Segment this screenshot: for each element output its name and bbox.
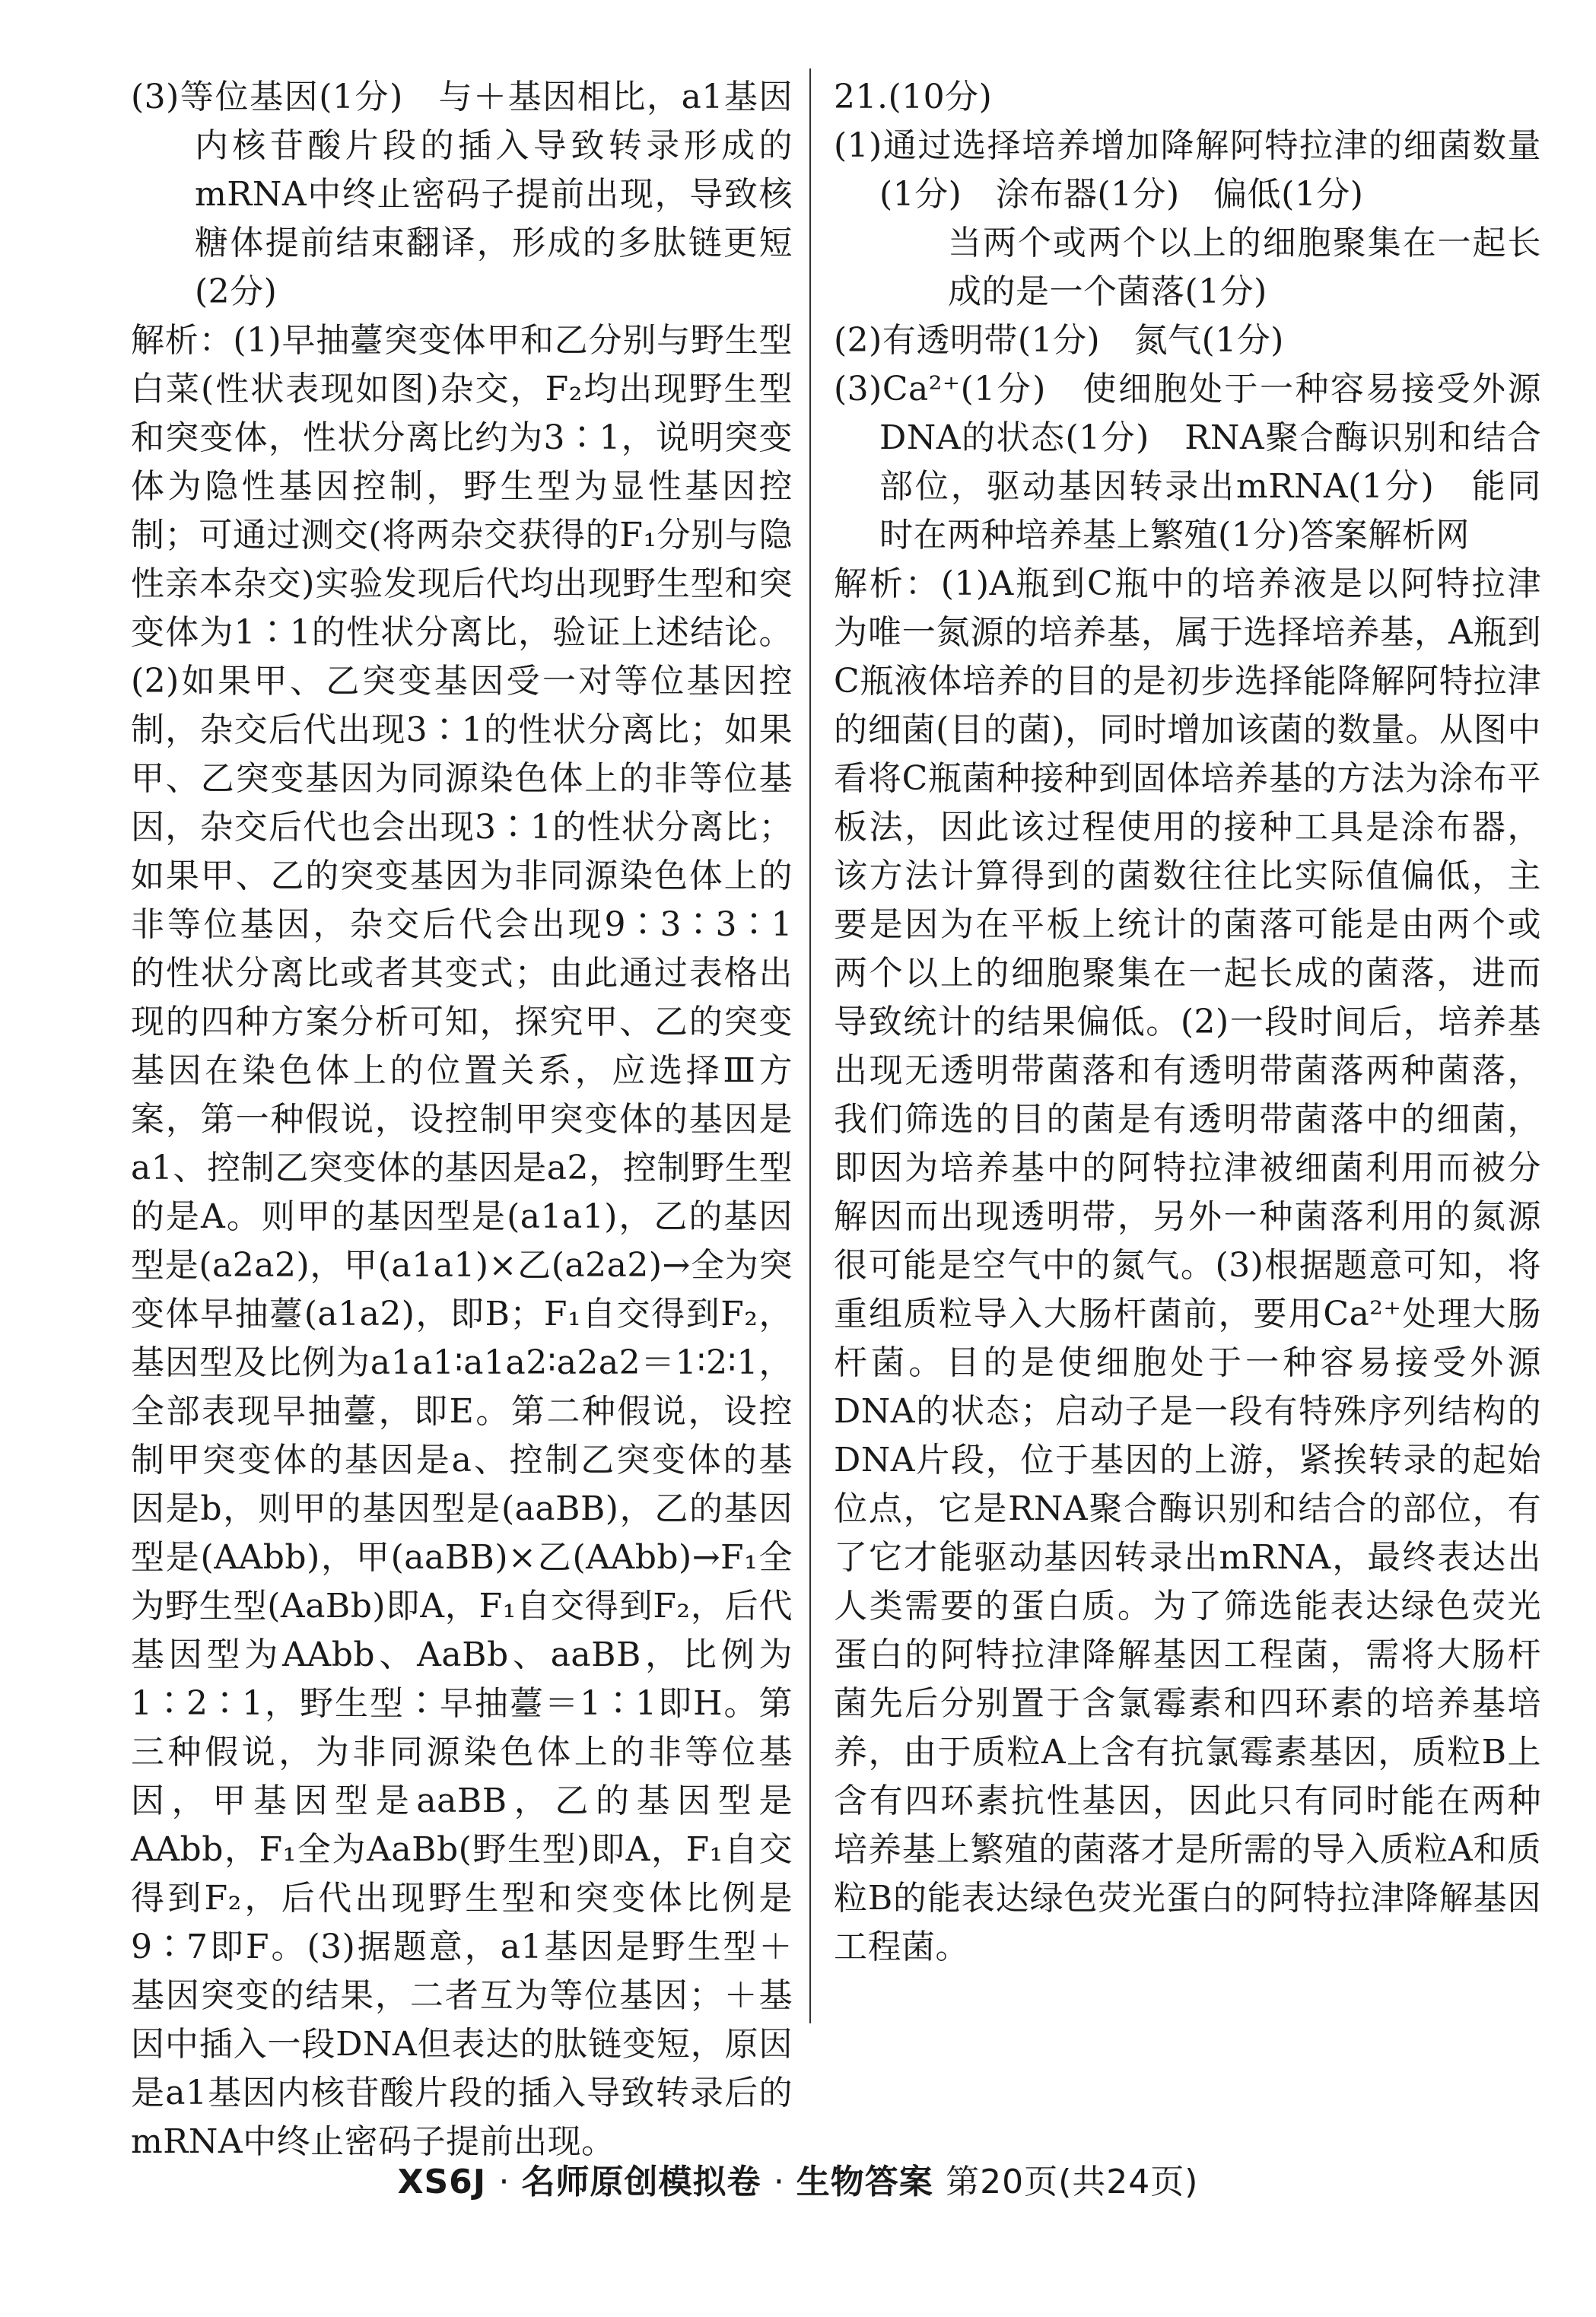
footer-page-number: 第20页(共24页) [946,2163,1199,2201]
answer-20-3: (3)等位基因(1分) 与＋基因相比，a1基因内核苷酸片段的插入导致转录形成的mRNA中终止密码子提前出现，导致核糖体提前结束翻译，形成的多肽链更短(2分) [131,78,793,311]
answer-21-2: (2)有透明带(1分) 氮气(1分) [834,321,1284,360]
column-divider [809,68,811,2023]
footer-series: 名师原创模拟卷 [521,2163,761,2201]
answer-21-3: (3)Ca²⁺(1分) 使细胞处于一种容易接受外源DNA的状态(1分) RNA聚合酶识别和结合部位，驱动基因转录出mRNA(1分) 能同时在两种培养基上繁殖(1分)答案解析网 [834,370,1541,555]
analysis-20: 解析：(1)早抽薹突变体甲和乙分别与野生型白菜(性状表现如图)杂交，F₂均出现野生型和突变体，性状分离比约为3∶1，说明突变体为隐性基因控制，野生型为显性基因控制；可通过测交(将两杂交获得的F₁分别与隐性亲本杂交)实验发现后代均出现野生型和突变体为1∶1的性状分离比，验证上述结论。(2)如果甲、乙突变基因受一对等位基因控制，杂交后代出现3∶1的性状分离比；如果甲、乙突变基因为同源染色体上的非等位基因，杂交后代也会出现3∶1的性状分离比；如果甲、乙的突变基因为非同源染色体上的非等位基因，杂交后代会出现9∶3∶3∶1的性状分离比或者其变式；由此通过表格出现的四种方案分析可知，探究甲、乙的突变基因在染色体上的位置关系，应选择Ⅲ方案，第一种假说，设控制甲突变体的基因是a1、控制乙突变体的基因是a2，控制野生型的是A。则甲的基因型是(a1a1)，乙的基因型是(a2a2)，甲(a1a1)×乙(a2a2)→全为突变体早抽薹(a1a2)，即B；F₁自交得到F₂，基因型及比例为a1a1∶a1a2∶a2a2＝1∶2∶1，全部表现早抽薹，即E。第二种假说，设控制甲突变体的基因是a、控制乙突变体的基因是b，则甲的基因型是(aaBB)，乙的基因型是(AAbb)，甲(aaBB)×乙(AAbb)→F₁全为野生型(AaBb)即A，F₁自交得到F₂，后代基因型为AAbb、AaBb、aaBB，比例为1∶2∶1，野生型∶早抽薹＝1∶1即H。第三种假说，为非同源染色体上的非等位基因，甲基因型是aaBB，乙的基因型是AAbb，F₁全为AaBb(野生型)即A，F₁自交得到F₂，后代出现野生型和突变体比例是9∶7即F。(3)据题意，a1基因是野生型＋基因突变的结果，二者互为等位基因；＋基因中插入一段DNA但表达的肽链变短，原因是a1基因内核苷酸片段的插入导致转录后的mRNA中终止密码子提前出现。 [131,321,793,2161]
analysis-21: 解析：(1)A瓶到C瓶中的培养液是以阿特拉津为唯一氮源的培养基，属于选择培养基，A瓶到C瓶液体培养的目的是初步选择能降解阿特拉津的细菌(目的菌)，同时增加该菌的数量。从图中看将C瓶菌种接种到固体培养基的方法为涂布平板法，因此该过程使用的接种工具是涂布器，该方法计算得到的菌数往往比实际值偏低，主要是因为在平板上统计的菌落可能是由两个或两个以上的细胞聚集在一起长成的菌落，进而导致统计的结果偏低。(2)一段时间后，培养基出现无透明带菌落和有透明带菌落两种菌落，我们筛选的目的菌是有透明带菌落中的细菌，即因为培养基中的阿特拉津被细菌利用而被分解因而出现透明带，另外一种菌落利用的氮源很可能是空气中的氮气。(3)根据题意可知，将重组质粒导入大肠杆菌前，要用Ca²⁺处理大肠杆菌。目的是使细胞处于一种容易接受外源DNA的状态；启动子是一段有特殊序列结构的DNA片段，位于基因的上游，紧挨转录的起始位点，它是RNA聚合酶识别和结合的部位，有了它才能驱动基因转录出mRNA，最终表达出人类需要的蛋白质。为了筛选能表达绿色荧光蛋白的阿特拉津降解基因工程菌，需将大肠杆菌先后分别置于含氯霉素和四环素的培养基培养，由于质粒A上含有抗氯霉素基因，质粒B上含有四环素抗性基因，因此只有同时能在两种培养基上繁殖的菌落才是所需的导入质粒A和质粒B的能表达绿色荧光蛋白的阿特拉津降解基因工程菌。 [834,564,1541,1966]
right-column [834,73,1541,1972]
page-footer: XS6J · 名师原创模拟卷 · 生物答案 第20页(共24页) [397,2163,1199,2201]
question-21-title: 21.(10分) [834,78,993,116]
footer-subject: 生物答案 [796,2163,933,2201]
answer-21-1-extra: 当两个或两个以上的细胞聚集在一起长成的是一个菌落(1分) [948,224,1541,311]
answer-21-1: (1)通过选择培养增加降解阿特拉津的细菌数量(1分) 涂布器(1分) 偏低(1分) [834,126,1541,214]
left-column [131,73,793,2166]
footer-code: XS6J [397,2163,487,2201]
